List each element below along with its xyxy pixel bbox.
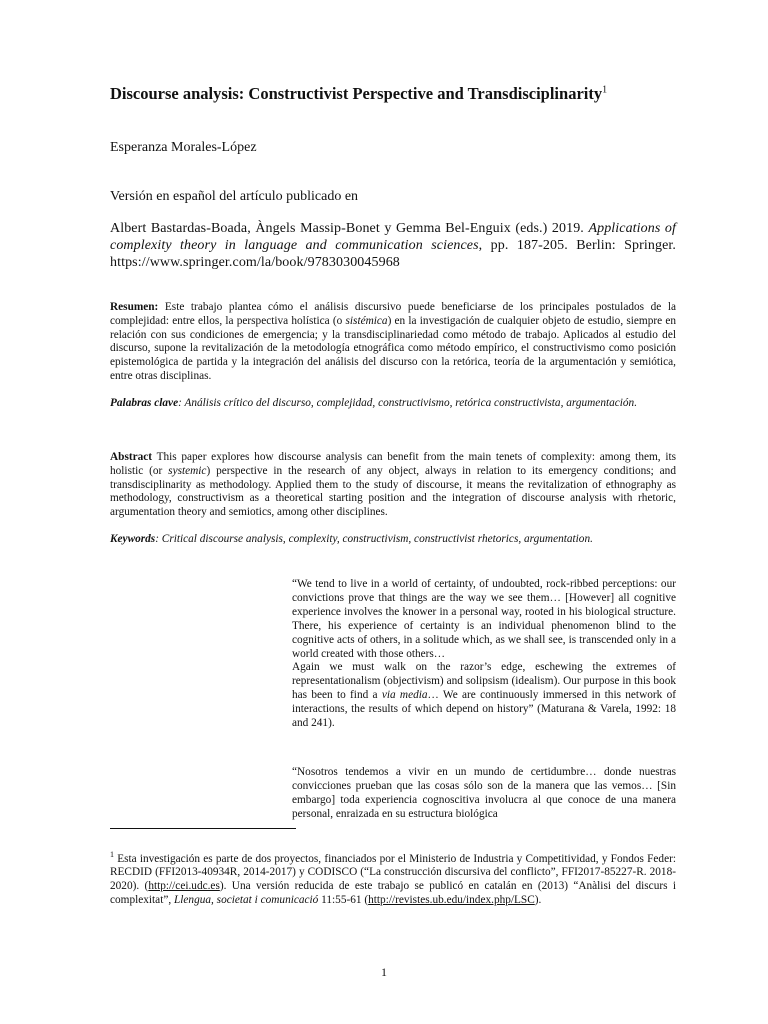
quote-en-part2-end: … We are continuously immersed in this network of interactions, the results of which depend on history” (Maturana & Varela, 1992: 18 and 241). [292,689,676,730]
abstract-italic: systemic [168,464,207,477]
palabras-clave-text: : Análisis crítico del discurso, complejidad, constructivismo, retórica constructivista, argumentación. [178,397,638,409]
quote-en-italic: via media [381,689,428,702]
keywords-label: Keywords [110,533,156,545]
footnote [110,848,676,907]
paper-title-text: Discourse analysis: Constructivist Perspective and Transdisciplinarity [110,84,603,103]
keywords [110,533,676,547]
citation [110,220,676,271]
keywords-text: : Critical discourse analysis, complexity, constructivism, constructivist rhetorics, argumentation. [155,533,593,545]
footnote-separator [110,828,296,829]
block-quote-english [292,578,676,731]
block-quote-spanish: “Nosotros tendemos a vivir en un mundo de certidumbre… donde nuestras convicciones prueban que las cosas sólo son de la manera que las vemos… [Sin embargo] toda experiencia cognoscitiva involucra al que conoce de una manera personal, enraizada en su estructura biológica [292,766,676,820]
resumen-paragraph [110,301,676,384]
title-footnote-marker: 1 [602,84,608,96]
citation-authors: Albert Bastardas-Boada, Àngels Massip-Bonet y Gemma Bel-Enguix (eds.) 2019. [110,221,584,236]
citation-book-title: Applications of complexity theory in language and communication sciences [110,221,677,253]
footnote-journal: Llengua, societat i comunicació [174,893,319,906]
paper-title [110,84,676,104]
palabras-clave-label: Palabras clave [110,397,179,409]
resumen-label: Resumen: [110,301,159,313]
footnote-text-4: ). [534,893,542,906]
footnote-marker: 1 [110,850,114,859]
footnote-link-lsc[interactable]: http://revistes.ub.edu/index.php/LSC [368,893,535,906]
version-note: Versión en español del artículo publicado en [110,189,359,204]
abstract-text-2: ) perspective in the research of any object, always in relation to its emergency conditions; and transdisciplinarity as methodology. Applied them to the study of discourse, it means the revitalization of ethnography as methodology, constructivism as a theoretical starting position and the integration of discourse analysis with rhetoric, argumentation theory and semiotics, among other disciplines. [110,464,676,519]
citation-pages: , pp. 187-205. [478,238,568,253]
footnote-text-2: ). Una versión reducida de este trabajo se publicó en catalán en (2013) “Anàlisi del discurs i complexitat”, [110,879,676,906]
resumen-text-1: Este trabajo plantea cómo el análisis discursivo puede beneficiarse de los principales postulados de la complejidad: entre ellos, la perspectiva holística (o [110,301,676,327]
abstract-label: Abstract [110,451,153,463]
quote-en-part2 [292,661,676,731]
palabras-clave [110,397,676,411]
footnote-link-cei[interactable]: http://cei.udc.es [148,879,220,892]
abstract-paragraph [110,451,676,520]
resumen-text-2: ) en la investigación de cualquier objeto de estudio, siempre en relación con sus condiciones de emergencia; y la transdisciplinariedad como método de trabajo. Aplicados al estudio del discurso, supone la revitalización de la metodología etnográfica como método empírico, el constructivismo como posición epistemológica de partida y la integración del análisis del discurso con la retórica, teoría de la argumentación y semiótica, entre otras disciplinas. [110,314,677,382]
resumen-italic: sistémica [345,314,388,327]
author-name: Esperanza Morales-López [110,140,257,155]
footnote-text-1: Esta investigación es parte de dos proyectos, financiados por el Ministerio de Industria y Competitividad, y Fondos Feder: RECDID (FFI2013-40934R, 2014-2017) y CODISCO (“La construcción discursiva del conflicto”, FFI2017-85227-R. 2018-2020). ( [110,852,676,892]
page-number: 1 [381,965,387,979]
quote-en-part2-text: Again we must walk on the razor’s edge, eschewing the extremes of representationalism (objectivism) and solipsism (idealism). Our purpose in this book has been to find a [292,661,676,702]
abstract-text-1: This paper explores how discourse analysis can benefit from the main tenets of complexity: among them, its holistic (or [110,451,676,477]
quote-en-part1: “We tend to live in a world of certainty, of undoubted, rock-ribbed perceptions: our convictions prove that things are the way we see them… [However] all cognitive experience involves the knower in a personal way, rooted in his biological structure. There, his experience of certainty is an individual phenomenon blind to the cognitive acts of others, in a solitude which, as we shall see, is transcended only in a world created with those others… [292,578,676,660]
footnote-text-3: 11:55-61 ( [318,893,369,906]
citation-publisher: Berlin: Springer. https://www.springer.com/la/book/9783030045968 [110,238,677,270]
